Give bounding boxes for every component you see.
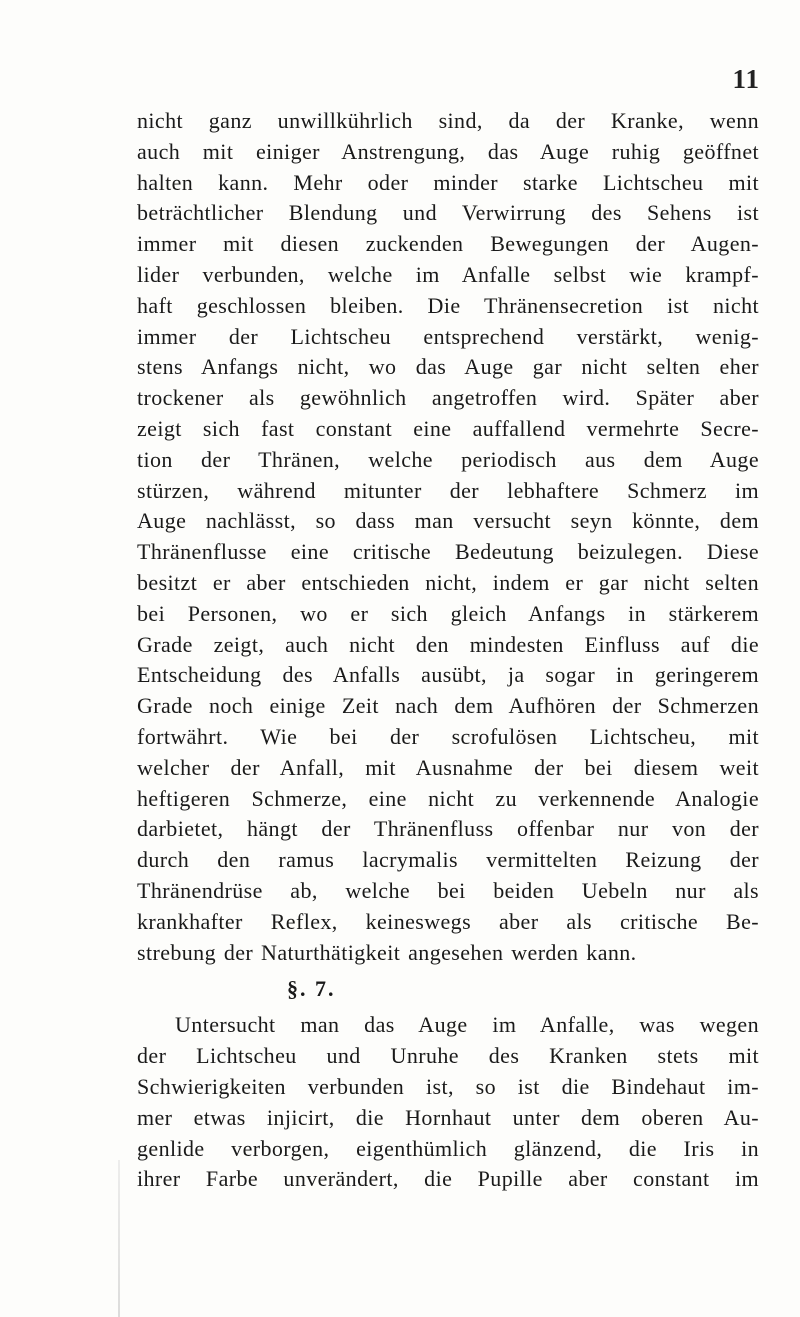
text-line: strebung der Naturthätigkeit angesehen werden kann. [137,939,637,965]
text-line: ihrer Farbe unverändert, die Pupille aber constant im [137,1166,759,1192]
text-line: stürzen, während mitunter der lebhaftere Schmerz im [137,477,759,503]
section-heading: §. 7. [287,976,336,1002]
text-line: heftigeren Schmerze, eine nicht zu verkennende Analogie [137,785,759,811]
text-line: Schwierigkeiten verbunden ist, so ist die Bindehaut im- [137,1073,759,1099]
page-number: 11 [732,64,760,94]
body-text [137,106,759,1195]
text-line: Auge nachlässt, so dass man versucht seyn könnte, dem [137,508,759,534]
text-line: Entscheidung des Anfalls ausübt, ja sogar in geringerem [137,662,759,688]
text-line: besitzt er aber entschieden nicht, indem er gar nicht selten [137,569,759,595]
text-line: genlide verborgen, eigenthümlich glänzend, die Iris in [137,1135,759,1161]
text-line: darbietet, hängt der Thränenfluss offenbar nur von der [137,816,759,842]
text-line: krankhafter Reflex, keineswegs aber als critische Be- [137,908,759,934]
text-line: fortwährt. Wie bei der scrofulösen Lichtscheu, mit [137,723,759,749]
text-line: der Lichtscheu und Unruhe des Kranken stets mit [137,1043,759,1069]
text-line: lider verbunden, welche im Anfalle selbst wie krampf- [137,261,759,287]
text-line: immer mit diesen zuckenden Bewegungen der Augen- [137,231,759,257]
text-line: durch den ramus lacrymalis vermittelten Reizung der [137,847,759,873]
text-line: immer der Lichtscheu entsprechend verstärkt, wenig- [137,323,759,349]
text-line: welcher der Anfall, mit Ausnahme der bei diesem weit [137,754,759,780]
text-line: zeigt sich fast constant eine auffallend vermehrte Secre- [137,415,759,441]
text-line: tion der Thränen, welche periodisch aus dem Auge [137,446,759,472]
text-line: trockener als gewöhnlich angetroffen wird. Später aber [137,385,759,411]
text-line: stens Anfangs nicht, wo das Auge gar nicht selten eher [137,354,759,380]
text-line: Grade noch einige Zeit nach dem Aufhören der Schmerzen [137,693,759,719]
text-line: beträchtlicher Blendung und Verwirrung des Sehens ist [137,200,759,226]
text-line: Thränendrüse ab, welche bei beiden Uebeln nur als [137,877,759,903]
text-line: haft geschlossen bleiben. Die Thränensecretion ist nicht [137,292,759,318]
text-line: Untersucht man das Auge im Anfalle, was wegen [175,1012,759,1038]
text-line: bei Personen, wo er sich gleich Anfangs in stärkerem [137,600,759,626]
gutter-shadow [118,1160,120,1317]
text-line: nicht ganz unwillkührlich sind, da der Kranke, wenn [137,108,759,133]
text-line: halten kann. Mehr oder minder starke Lichtscheu mit [137,169,759,195]
text-line: mer etwas injicirt, die Hornhaut unter dem oberen Au- [137,1104,759,1130]
text-line: Grade zeigt, auch nicht den mindesten Einfluss auf die [137,631,759,657]
text-line: auch mit einiger Anstrengung, das Auge ruhig geöffnet [137,138,759,164]
text-line: Thränenflusse eine critische Bedeutung beizulegen. Diese [137,539,759,565]
